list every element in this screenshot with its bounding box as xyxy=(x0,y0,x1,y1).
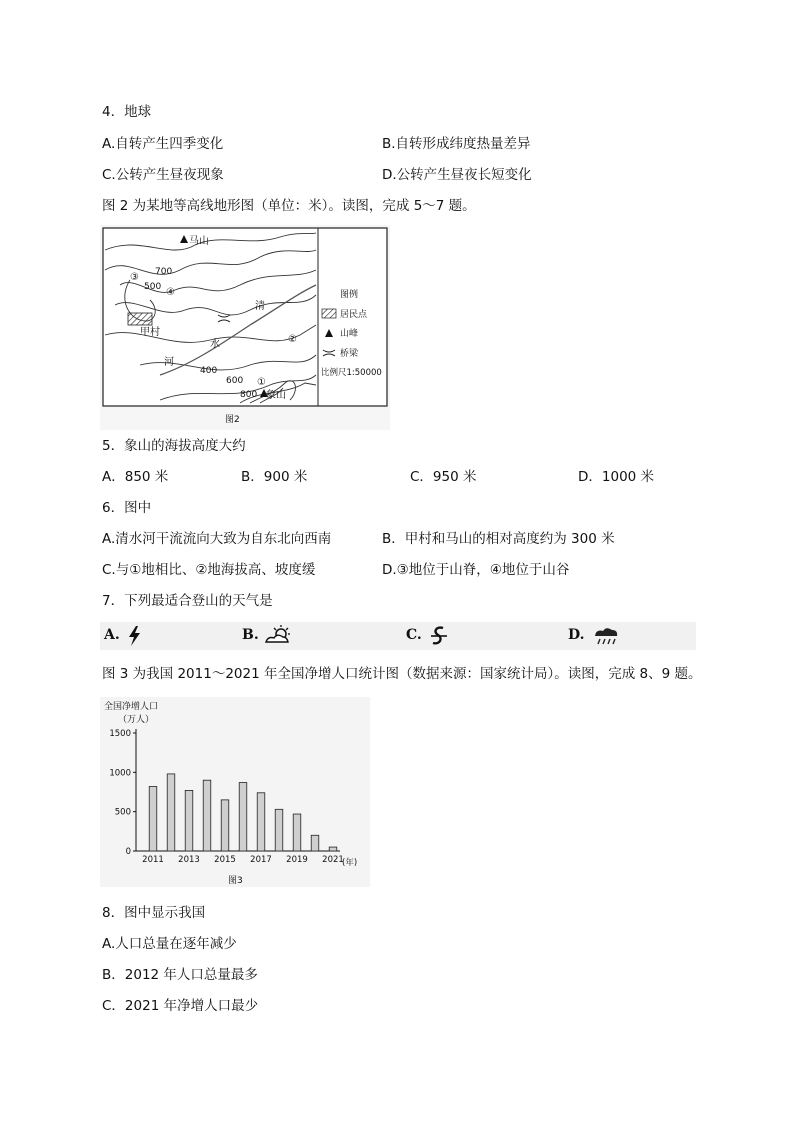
label-river-he: 河 xyxy=(164,357,174,368)
q7-option-a-label[interactable]: A. xyxy=(104,627,120,643)
partly-cloudy-icon[interactable] xyxy=(264,624,292,646)
y-tick-label: 1000 xyxy=(109,768,131,779)
bar-2021 xyxy=(329,847,337,851)
figure-2-caption: 图2 xyxy=(225,415,240,425)
q6-option-d[interactable]: D.③地位于山脊，④地位于山谷 xyxy=(382,562,570,578)
contour-map xyxy=(100,225,390,430)
q5-option-a[interactable]: A．850 米 xyxy=(102,469,169,485)
y-tick-label: 1500 xyxy=(109,729,131,739)
intro-figure-3: 图 3 为我国 2011～2021 年全国净增人口统计图（数据来源：国家统计局）。读图，完成 8、9 题。 xyxy=(102,666,702,682)
bar-2020 xyxy=(311,835,319,851)
bar-2014 xyxy=(203,780,211,851)
x-tick-label: 2019 xyxy=(286,855,308,865)
x-tick-label: 2021 xyxy=(322,855,344,865)
figure-3-caption: 图3 xyxy=(228,876,243,886)
rain-icon[interactable] xyxy=(592,624,620,648)
q6-option-b[interactable]: B．甲村和马山的相对高度约为 300 米 xyxy=(382,531,615,547)
q4-option-a[interactable]: A.自转产生四季变化 xyxy=(102,136,224,152)
label-point-3: ③ xyxy=(130,272,139,283)
label-xiangshan: 象山 xyxy=(266,390,286,401)
y-tick-label: 0 xyxy=(125,847,131,857)
q4-option-c[interactable]: C.公转产生昼夜现象 xyxy=(102,167,224,183)
q7-weather-strip xyxy=(100,622,696,650)
intro-figure-2: 图 2 为某地等高线地形图（单位：米）。读图，完成 5～7 题。 xyxy=(102,198,476,214)
y-tick-label: 500 xyxy=(114,807,131,818)
legend-peak: 山峰 xyxy=(340,329,359,339)
q4-stem: 4．地球 xyxy=(102,104,152,120)
q6-stem: 6．图中 xyxy=(102,500,152,516)
q7-option-c-label[interactable]: C. xyxy=(406,627,422,643)
q5-option-c[interactable]: C．950 米 xyxy=(410,469,477,485)
chart-unit: （万人） xyxy=(118,715,155,725)
q8-option-b[interactable]: B．2012 年人口总量最多 xyxy=(102,967,258,983)
label-river-shui: 水 xyxy=(210,339,220,350)
label-800: 800 xyxy=(240,390,258,400)
label-700: 700 xyxy=(155,267,173,277)
x-tick-label: 2013 xyxy=(178,855,200,865)
label-mashan: 马山 xyxy=(189,236,209,247)
label-point-2: ② xyxy=(288,334,297,345)
population-chart-figure xyxy=(100,697,370,887)
label-river-qing: 清 xyxy=(255,301,265,312)
x-tick-label: 2017 xyxy=(250,855,272,865)
q6-option-c[interactable]: C.与①地相比、②地海拔高、坡度缓 xyxy=(102,562,316,578)
label-jiacun: 甲村 xyxy=(140,327,160,338)
lightning-icon[interactable] xyxy=(126,625,144,647)
q4-option-d[interactable]: D.公转产生昼夜长短变化 xyxy=(382,167,532,183)
q7-option-b-label[interactable]: B. xyxy=(242,627,259,643)
q5-option-b[interactable]: B．900 米 xyxy=(241,469,308,485)
q5-stem: 5．象山的海拔高度大约 xyxy=(102,438,246,454)
q5-option-d[interactable]: D．1000 米 xyxy=(578,469,655,485)
label-point-4: ④ xyxy=(166,287,175,298)
legend-title: 图例 xyxy=(340,290,359,300)
q6-option-a[interactable]: A.清水河干流流向大致为自东北向西南 xyxy=(102,531,332,547)
village-jiacun-symbol xyxy=(128,313,152,325)
chart-title: 全国净增人口 xyxy=(104,702,159,712)
bar-2011 xyxy=(149,786,157,851)
q7-stem: 7．下列最适合登山的天气是 xyxy=(102,593,273,609)
chart-xlabel: (年) xyxy=(342,858,358,868)
legend-village: 居民点 xyxy=(340,310,368,320)
q7-option-d-label[interactable]: D. xyxy=(568,627,585,643)
q4-option-b[interactable]: B.自转形成纬度热量差异 xyxy=(382,136,531,152)
bar-2018 xyxy=(275,809,283,851)
label-400: 400 xyxy=(200,366,218,376)
x-tick-label: 2011 xyxy=(142,855,164,865)
bar-2013 xyxy=(185,790,193,851)
q8-option-c[interactable]: C．2021 年净增人口最少 xyxy=(102,998,259,1014)
bar-2012 xyxy=(167,774,175,851)
bar-2017 xyxy=(257,793,265,851)
label-500: 500 xyxy=(144,282,162,292)
bar-2019 xyxy=(293,814,301,851)
bar-2015 xyxy=(221,800,229,851)
label-600: 600 xyxy=(226,376,244,386)
legend-bridge: 桥梁 xyxy=(340,349,359,359)
typhoon-icon[interactable] xyxy=(428,624,450,648)
contour-map-figure xyxy=(100,225,390,430)
q8-stem: 8．图中显示我国 xyxy=(102,905,206,921)
label-point-1: ① xyxy=(257,377,266,388)
legend-scale: 比例尺1:50000 xyxy=(321,368,382,378)
population-bar-chart xyxy=(100,697,370,887)
bar-2016 xyxy=(239,783,247,851)
q8-option-a[interactable]: A.人口总量在逐年减少 xyxy=(102,936,237,952)
x-tick-label: 2015 xyxy=(214,855,236,865)
